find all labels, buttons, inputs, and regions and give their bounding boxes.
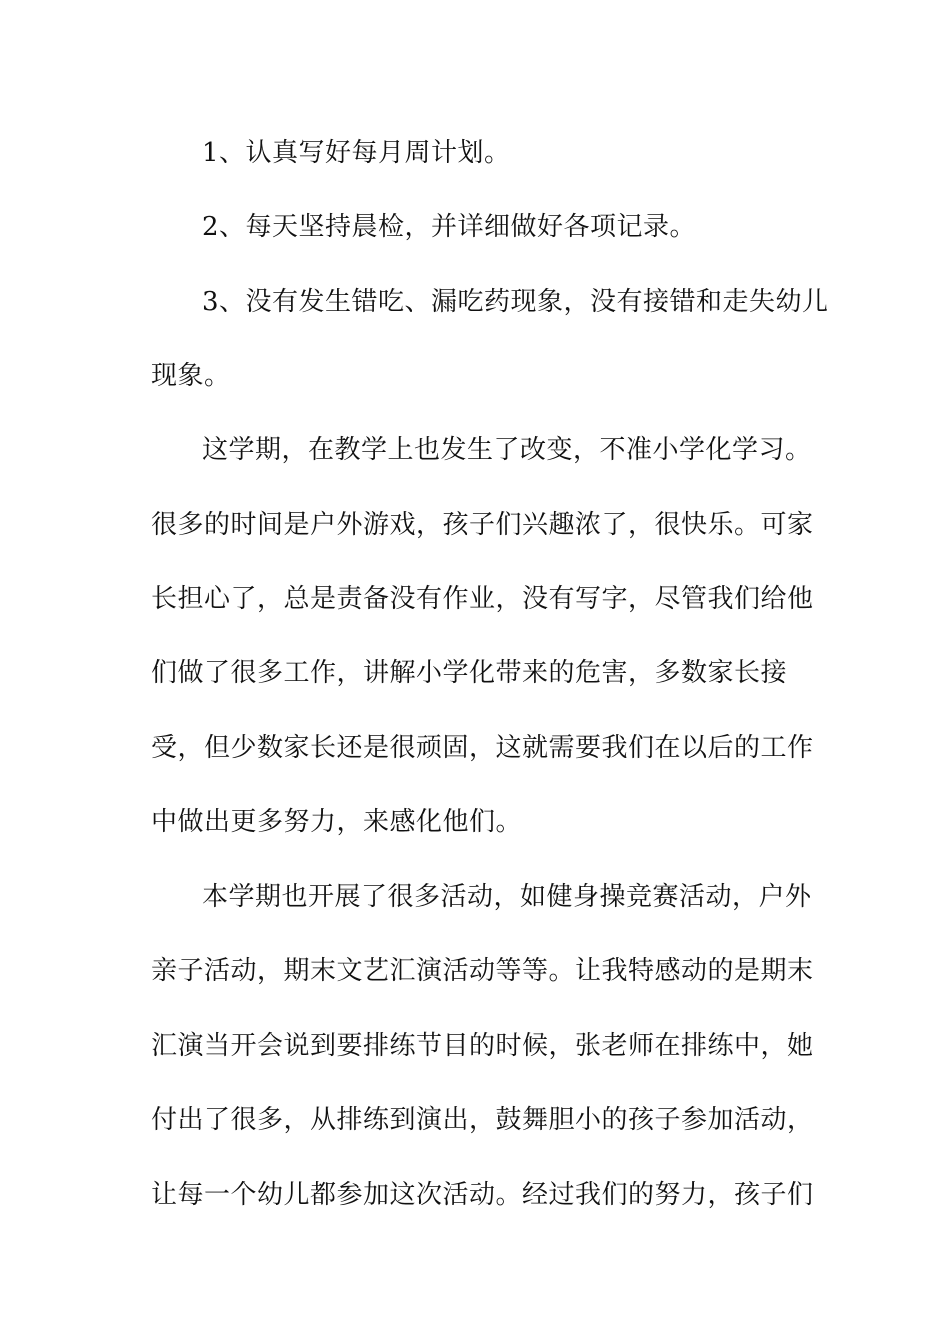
text-line: 长担心了，总是责备没有作业，没有写字，尽管我们给他 bbox=[151, 584, 814, 614]
text-line: 2、每天坚持晨检，并详细做好各项记录。 bbox=[202, 212, 697, 242]
text-line: 亲子活动，期末文艺汇演活动等等。让我特感动的是期末 bbox=[151, 956, 814, 986]
text-line: 现象。 bbox=[151, 361, 231, 391]
text-line: 们做了很多工作，讲解小学化带来的危害，多数家长接 bbox=[151, 658, 788, 688]
text-line: 1、认真写好每月周计划。 bbox=[202, 138, 511, 168]
text-line: 付出了很多，从排练到演出，鼓舞胆小的孩子参加活动， bbox=[151, 1105, 814, 1135]
text-line: 受，但少数家长还是很顽固，这就需要我们在以后的工作 bbox=[151, 733, 814, 763]
text-line: 汇演当开会说到要排练节目的时候，张老师在排练中，她 bbox=[151, 1031, 814, 1061]
text-line: 很多的时间是户外游戏，孩子们兴趣浓了，很快乐。可家 bbox=[151, 510, 814, 540]
text-line: 让每一个幼儿都参加这次活动。经过我们的努力，孩子们 bbox=[151, 1180, 814, 1210]
text-line: 3、没有发生错吃、漏吃药现象，没有接错和走失幼儿 bbox=[202, 287, 829, 317]
text-line: 中做出更多努力，来感化他们。 bbox=[151, 807, 523, 837]
text-line: 本学期也开展了很多活动，如健身操竞赛活动，户外 bbox=[202, 882, 812, 912]
text-line: 这学期，在教学上也发生了改变，不准小学化学习。 bbox=[202, 435, 812, 465]
